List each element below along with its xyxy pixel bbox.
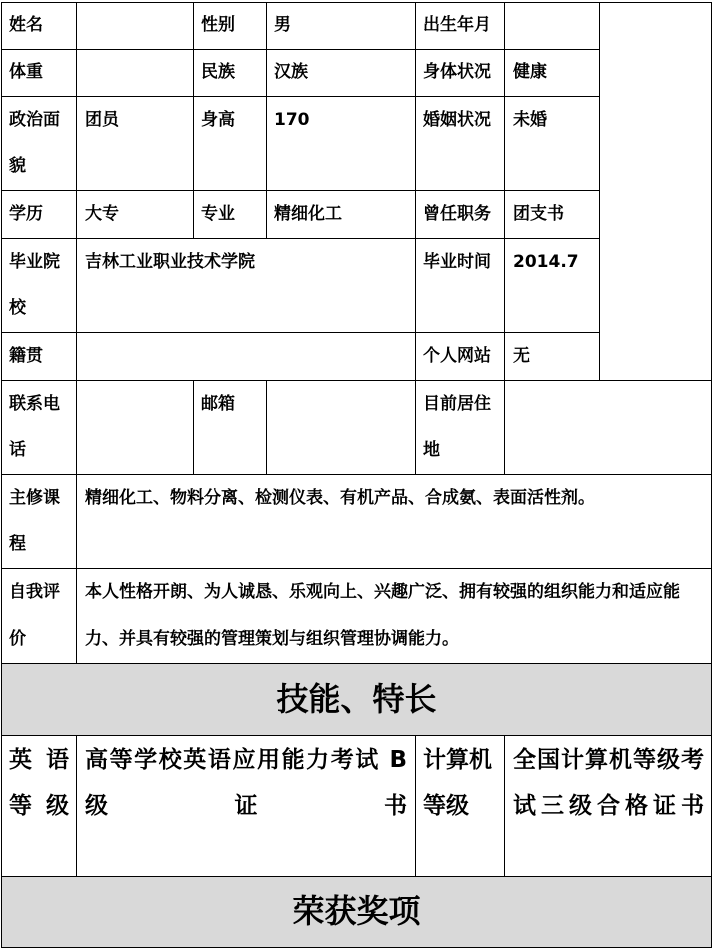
politics-value: 团员 xyxy=(85,110,119,130)
grad-time-label: 毕业时间 xyxy=(423,252,491,272)
ethnicity-value: 汉族 xyxy=(274,62,308,82)
politics-label-line2: 貌 xyxy=(9,156,26,176)
residence-value-cell xyxy=(504,380,712,475)
position-value: 团支书 xyxy=(513,204,564,224)
self-eval-value: 本人性格开朗、为人诚恳、乐观向上、兴趣广泛、拥有较强的组织能力和适应能力、并具有较强的管理策划与组织管理协调能力。 xyxy=(85,582,680,649)
english-label: 英语等级 xyxy=(9,747,69,819)
residence-label-line2: 地 xyxy=(423,440,440,460)
major-value: 精细化工 xyxy=(274,204,342,224)
courses-label-line1: 主修课 xyxy=(9,488,60,508)
awards-heading: 荣获奖项 xyxy=(292,892,421,930)
website-label: 个人网站 xyxy=(423,346,491,366)
height-label: 身高 xyxy=(201,110,235,130)
courses-label-line2: 程 xyxy=(9,534,26,554)
weight-value-cell xyxy=(76,49,194,97)
weight-label: 体重 xyxy=(9,62,43,82)
marital-value: 未婚 xyxy=(513,110,547,130)
photo-area xyxy=(599,2,712,381)
education-label: 学历 xyxy=(9,204,43,224)
phone-label-line1: 联系电 xyxy=(9,394,60,414)
computer-label: 计算机等级 xyxy=(423,747,492,819)
computer-value: 全国计算机等级考试三级合格证书 xyxy=(513,747,704,819)
english-value: 高等学校英语应用能力考试 B 级证书 xyxy=(85,747,407,819)
self-eval-label-line2: 价 xyxy=(9,629,26,649)
phone-value-cell xyxy=(76,380,194,475)
school-value: 吉林工业职业技术学院 xyxy=(85,252,255,272)
birth-value-cell xyxy=(504,2,600,50)
name-value-cell xyxy=(76,2,194,50)
health-label: 身体状况 xyxy=(423,62,491,82)
gender-value: 男 xyxy=(274,15,291,35)
residence-label-line1: 目前居住 xyxy=(423,394,491,414)
name-label: 姓名 xyxy=(9,15,43,35)
birth-label: 出生年月 xyxy=(423,15,491,35)
awards-heading-band xyxy=(1,876,712,948)
courses-value: 精细化工、物料分离、检测仪表、有机产品、合成氨、表面活性剂。 xyxy=(85,488,595,508)
education-value: 大专 xyxy=(85,204,119,224)
email-label: 邮箱 xyxy=(201,394,235,414)
school-label-line1: 毕业院 xyxy=(9,252,60,272)
major-label: 专业 xyxy=(201,204,235,224)
school-label-line2: 校 xyxy=(9,298,26,318)
ethnicity-label: 民族 xyxy=(201,62,235,82)
gender-label: 性别 xyxy=(201,15,235,35)
skills-heading: 技能、特长 xyxy=(276,680,437,718)
native-value-cell xyxy=(76,332,416,381)
native-label: 籍贯 xyxy=(9,346,43,366)
position-label: 曾任职务 xyxy=(423,204,491,224)
height-value: 170 xyxy=(274,110,310,130)
email-value-cell xyxy=(266,380,416,475)
phone-label-line2: 话 xyxy=(9,440,26,460)
marital-label: 婚姻状况 xyxy=(423,110,491,130)
skills-heading-band xyxy=(1,663,712,736)
grad-time-value: 2014.7 xyxy=(513,252,579,272)
self-eval-label-line1: 自我评 xyxy=(9,582,60,602)
website-value: 无 xyxy=(513,346,530,366)
politics-label-line1: 政治面 xyxy=(9,110,60,130)
health-value: 健康 xyxy=(513,62,547,82)
